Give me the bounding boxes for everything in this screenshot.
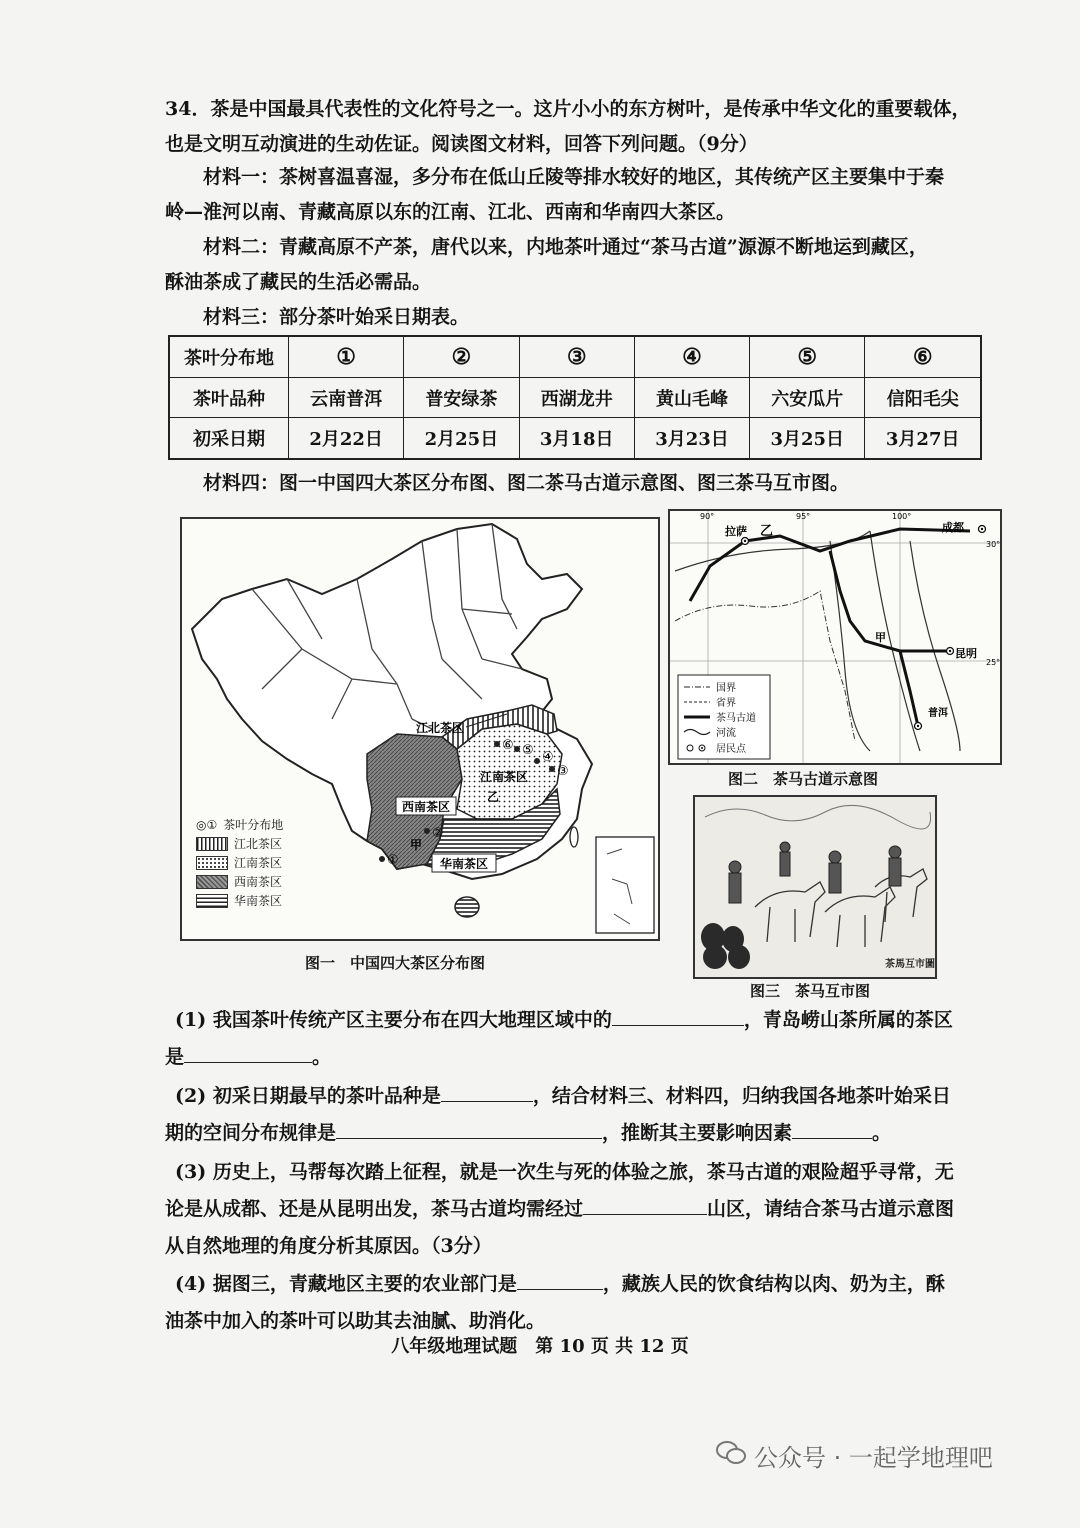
- q2-text-b: ，结合材料三、材料四，归纳我国各地茶叶始采日: [532, 1085, 951, 1107]
- legend-label: 江北茶区: [234, 837, 283, 851]
- q2-text-a: (2) 初采日期最早的茶叶品种是: [175, 1085, 441, 1107]
- fig2-map-svg: [670, 511, 1000, 763]
- city-chengdu: 成都: [942, 521, 964, 534]
- jiangbei-label: 江北茶区: [415, 721, 465, 735]
- legend-item: [196, 853, 316, 872]
- picture-inscription: 茶馬互市圖: [885, 959, 935, 970]
- fig2-tea-horse-road-map: [668, 509, 1002, 765]
- table-cell: 西湖龙井: [519, 377, 634, 418]
- table-cell: 3月25日: [750, 418, 865, 459]
- xinan-label: 西南茶区: [401, 800, 451, 814]
- marker-4: ④: [542, 750, 554, 765]
- table-cell: 普安绿茶: [404, 377, 519, 418]
- q1-answer-blank-2[interactable]: [184, 1040, 312, 1063]
- legend-label: 国界: [716, 683, 736, 694]
- question-2: [165, 1078, 995, 1152]
- table-cell: ⑤: [750, 336, 865, 377]
- legend-swatch: [196, 894, 228, 908]
- table-cell: 3月23日: [634, 418, 749, 459]
- city-puer: 普洱: [928, 708, 948, 719]
- intro-line-2: 也是文明互动演进的生动佐证。阅读图文材料，回答下列问题。（9分）: [165, 133, 758, 155]
- q2-text-c: 期的空间分布规律是: [165, 1122, 337, 1144]
- watermark: [716, 1438, 993, 1473]
- huanan-label: 华南茶区: [439, 857, 489, 871]
- question-intro: [165, 92, 995, 162]
- material-1: [165, 160, 995, 230]
- q1-text-c: 是: [165, 1046, 185, 1068]
- marker-6: ⑥: [502, 738, 514, 753]
- q3-line-1: (3) 历史上，马帮每次踏上征程，就是一次生与死的体验之旅，茶马古道的艰险超乎寻常，无: [175, 1161, 954, 1183]
- q1-text-a: (1) 我国茶叶传统产区主要分布在四大地理区域中的: [175, 1009, 612, 1031]
- material-2-line-2: 酥油茶成了藏民的生活必需品。: [165, 271, 432, 293]
- city-lhasa: 拉萨: [725, 525, 747, 538]
- watermark-text: 公众号 · 一起学地理吧: [754, 1444, 993, 1472]
- lon-100: 100°: [892, 512, 912, 521]
- legend-label: 茶马古道: [716, 713, 756, 724]
- q1-text-b: ，青岛崂山茶所属的茶区: [743, 1009, 953, 1031]
- material-1-line-2: 岭—淮河以南、青藏高原以东的江南、江北、西南和华南四大茶区。: [165, 201, 736, 223]
- row-header: 茶叶品种: [169, 377, 289, 418]
- material-1-line-1: 材料一：茶树喜温喜湿，多分布在低山丘陵等排水较好的地区，其传统产区主要集中于秦: [203, 166, 945, 188]
- q2-answer-blank-2[interactable]: [336, 1116, 602, 1139]
- row-header: 茶叶分布地: [169, 336, 289, 377]
- q2-text-e: 。: [872, 1122, 892, 1144]
- table-cell: 六安瓜片: [750, 377, 865, 418]
- fig3-picture-svg: [695, 797, 935, 977]
- table-cell: 2月22日: [289, 418, 404, 459]
- hainan-island: [455, 897, 479, 917]
- table-cell: 黄山毛峰: [634, 377, 749, 418]
- table-cell: ①: [289, 336, 404, 377]
- table-row: [169, 336, 981, 377]
- legend-label: 居民点: [716, 744, 746, 755]
- q2-answer-blank-3[interactable]: [792, 1116, 872, 1139]
- material-2: [165, 230, 995, 300]
- q4-answer-blank[interactable]: [517, 1267, 603, 1290]
- point-yi: 乙: [487, 790, 500, 804]
- material-2-line-1: 材料二：青藏高原不产茶，唐代以来，内地茶叶通过“茶马古道”源源不断地运到藏区，: [203, 236, 928, 258]
- marker-3: ③: [557, 764, 569, 779]
- legend-item: [196, 834, 316, 853]
- question-3: [165, 1154, 995, 1265]
- q3-line-3: 从自然地理的角度分析其原因。（3分）: [165, 1235, 492, 1257]
- q3-answer-blank[interactable]: [583, 1192, 707, 1215]
- fig3-caption: 图三 茶马互市图: [750, 982, 871, 1000]
- table-cell: ⑥: [865, 336, 981, 377]
- q2-answer-blank-1[interactable]: [441, 1079, 533, 1102]
- intro-line-1: 34．茶是中国最具代表性的文化符号之一。这片小小的东方树叶，是传承中华文化的重要载体，: [165, 98, 971, 120]
- q4-line-2: 油茶中加入的茶叶可以助其去油腻、助消化。: [165, 1310, 546, 1332]
- lat-25: 25°: [986, 658, 1000, 667]
- point-jia: 甲: [410, 838, 423, 852]
- jiangnan-label: 江南茶区: [479, 770, 529, 784]
- fig1-china-tea-map: [180, 517, 660, 941]
- taiwan-island: [570, 827, 578, 847]
- q1-answer-blank-1[interactable]: [612, 1003, 744, 1026]
- legend-swatch: [196, 856, 228, 870]
- site-symbol: ◎①: [196, 817, 218, 832]
- table-cell: ②: [404, 336, 519, 377]
- table-cell: ④: [634, 336, 749, 377]
- legend-label: 西南茶区: [234, 875, 283, 889]
- q3-text-b: 论是从成都、还是从昆明出发，茶马古道均需经过: [165, 1198, 584, 1220]
- table-cell: 2月25日: [404, 418, 519, 459]
- marker-1: ①: [387, 853, 399, 868]
- q1-text-d: 。: [312, 1046, 332, 1068]
- legend-label: 江南茶区: [234, 856, 283, 870]
- fig2-caption: 图二 茶马古道示意图: [728, 770, 879, 788]
- legend-swatch: [196, 837, 228, 851]
- q2-text-d: ，推断其主要影响因素: [602, 1122, 793, 1144]
- table-cell: 信阳毛尖: [865, 377, 981, 418]
- wechat-icon: [716, 1440, 746, 1472]
- south-china-sea-inset: [596, 837, 654, 933]
- material-3: 材料三：部分茶叶始采日期表。: [203, 306, 470, 328]
- legend-item: [196, 815, 316, 834]
- q4-text-a: (4) 据图三，青藏地区主要的农业部门是: [175, 1273, 517, 1295]
- legend-label: 河流: [716, 728, 736, 739]
- fig3-tea-horse-trade-picture: [693, 795, 937, 979]
- legend-label: 茶叶分布地: [223, 818, 284, 832]
- fig1-caption: 图一 中国四大茶区分布图: [305, 954, 486, 972]
- material-4: 材料四：图一中国四大茶区分布图、图二茶马古道示意图、图三茶马互市图。: [203, 472, 850, 494]
- page-footer: 八年级地理试题 第 10 页 共 12 页: [391, 1336, 689, 1357]
- point-jia-fig2: 甲: [875, 631, 886, 644]
- table-cell: ③: [519, 336, 634, 377]
- marker-5: ⑤: [522, 743, 534, 758]
- q3-text-c: 山区，请结合茶马古道示意图: [707, 1198, 955, 1220]
- legend-label: 华南茶区: [234, 894, 283, 908]
- legend-item: [196, 891, 316, 910]
- legend-item: [196, 872, 316, 891]
- marker-2: ②: [432, 826, 444, 841]
- lon-95: 95°: [796, 512, 811, 521]
- table-cell: 3月18日: [519, 418, 634, 459]
- point-yi-fig2: 乙: [760, 524, 774, 539]
- fig1-legend: [196, 815, 316, 910]
- lat-30: 30°: [986, 540, 1000, 549]
- table-cell: 3月27日: [865, 418, 981, 459]
- tea-date-table: [168, 335, 982, 460]
- city-kunming: 昆明: [955, 647, 977, 660]
- row-header: 初采日期: [169, 418, 289, 459]
- legend-swatch: [196, 875, 228, 889]
- table-row: [169, 377, 981, 418]
- table-row: [169, 418, 981, 459]
- table-cell: 云南普洱: [289, 377, 404, 418]
- q4-text-b: ，藏族人民的饮食结构以肉、奶为主，酥: [602, 1273, 945, 1295]
- legend-label: 省界: [716, 698, 736, 709]
- question-1: [165, 1002, 995, 1076]
- question-4: [165, 1266, 995, 1340]
- lon-90: 90°: [700, 512, 715, 521]
